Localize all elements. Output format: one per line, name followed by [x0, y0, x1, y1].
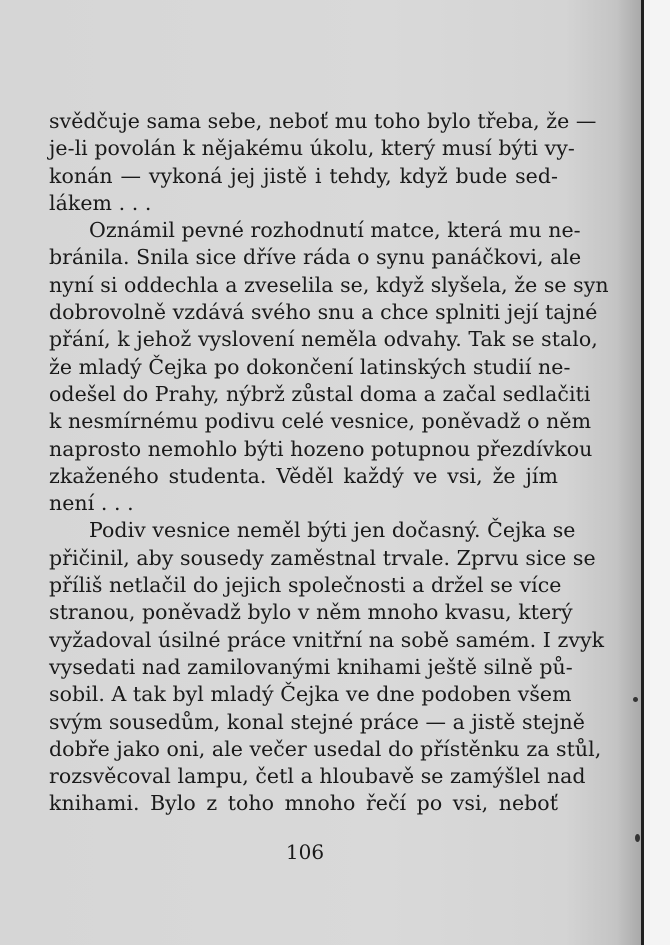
page-number: 106	[285, 840, 325, 864]
text-line: je-li povolán k nějakému úkolu, který musí býti vy-	[49, 136, 575, 161]
text-line: přičinil, aby sousedy zaměstnal trvale. Zprvu sice se	[49, 545, 596, 570]
body-text	[49, 108, 609, 818]
text-line: svým sousedům, konal stejné práce — a jistě stejně	[49, 709, 585, 734]
text-line: svědčuje sama sebe, neboť mu toho bylo třeba, že —	[49, 109, 597, 133]
paper-speck	[635, 834, 640, 842]
text-line: naprosto nemohlo býti hozeno potupnou přezdívkou	[49, 436, 593, 461]
text-line: bránila. Snila sice dříve ráda o synu panáčkovi, ale	[49, 245, 582, 270]
text-line: není . . .	[49, 491, 134, 516]
text-line: nyní si oddechla a zveselila se, když slyšela, že se syn	[49, 272, 609, 297]
text-line: odešel do Prahy, nýbrž zůstal doma a začal sedlačiti	[49, 381, 591, 406]
text-line: k nesmírnému podivu celé vesnice, poněvadž o něm	[49, 409, 592, 434]
text-line: dobrovolně vzdává svého snu a chce splniti její tajné	[49, 300, 598, 325]
text-line: Oznámil pevné rozhodnutí matce, která mu ne-	[89, 218, 581, 243]
text-line: knihami. Bylo z toho mnoho řečí po vsi, neboť	[49, 791, 558, 816]
text-line: Podiv vesnice neměl býti jen dočasný. Čejka se	[89, 518, 576, 543]
text-line: přání, k jehož vyslovení neměla odvahy. Tak se stalo,	[49, 327, 598, 352]
paper-speck	[633, 697, 638, 702]
text-line: konán — vykoná jej jistě i tehdy, když bude sed-	[49, 163, 558, 188]
facing-page-edge	[644, 0, 670, 945]
text-line: vysedati nad zamilovanými knihami ještě silně pů-	[49, 654, 573, 679]
text-line: rozsvěcoval lampu, četl a hloubavě se zamýšlel nad	[49, 764, 586, 789]
text-line: že mladý Čejka po dokončení latinských studií ne-	[49, 354, 571, 379]
text-line: sobil. A tak byl mladý Čejka ve dne podoben všem	[49, 682, 572, 707]
text-line: příliš netlačil do jejich společnosti a držel se více	[49, 573, 562, 598]
text-line: lákem . . .	[49, 190, 152, 215]
text-line: stranou, poněvadž bylo v něm mnoho kvasu, který	[49, 600, 573, 625]
text-line: dobře jako oni, ale večer usedal do přístěnku za stůl,	[49, 736, 602, 761]
text-line: vyžadoval úsilné práce vnitřní na sobě samém. I zvyk	[49, 627, 605, 652]
text-line: zkaženého studenta. Věděl každý ve vsi, že jím	[49, 463, 558, 488]
